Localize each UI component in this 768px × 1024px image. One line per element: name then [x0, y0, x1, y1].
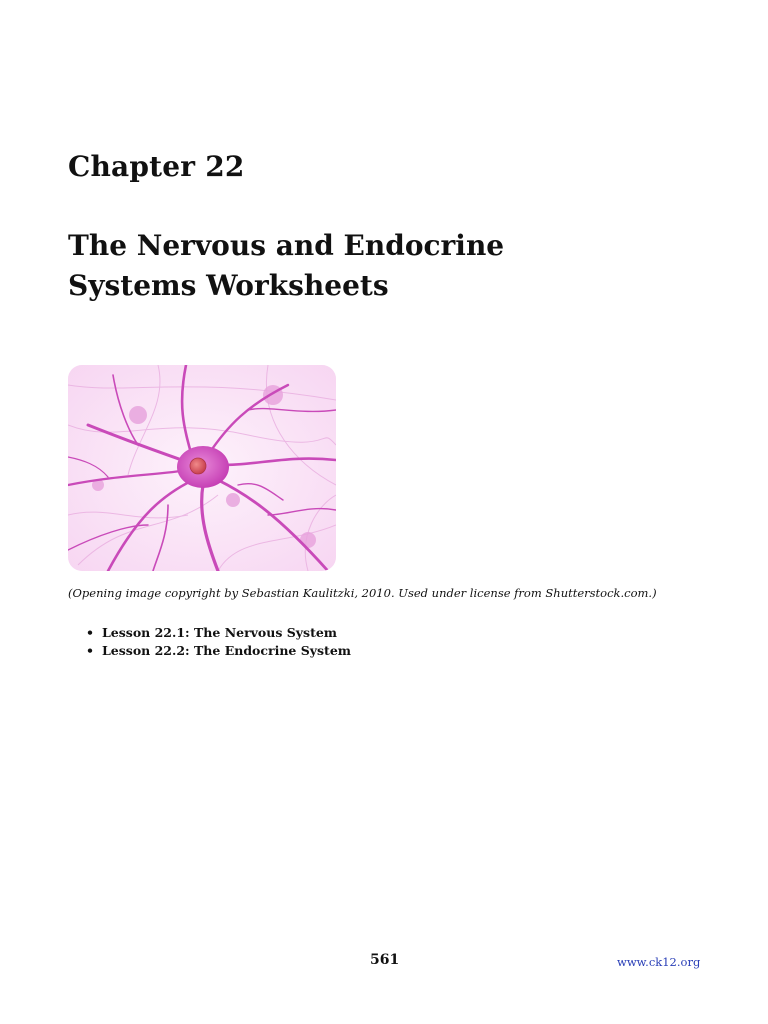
chapter-title: Chapter 22 [68, 150, 245, 183]
image-caption: (Opening image copyright by Sebastian Kaulitzki, 2010. Used under license from Shutterstock.com.) [68, 586, 657, 600]
opening-image [68, 365, 336, 571]
page-title [68, 226, 708, 306]
list-item: • Lesson 22.2: The Endocrine System [86, 642, 351, 660]
title-line-1: The Nervous and Endocrine [68, 229, 505, 262]
lesson-list [86, 624, 351, 660]
site-link[interactable]: www.ck12.org [617, 955, 701, 969]
title-line-2: Systems Worksheets [68, 269, 389, 302]
page-number: 561 [370, 952, 400, 968]
neuron-illustration-icon [68, 365, 336, 571]
list-item: • Lesson 22.1: The Nervous System [86, 624, 351, 642]
